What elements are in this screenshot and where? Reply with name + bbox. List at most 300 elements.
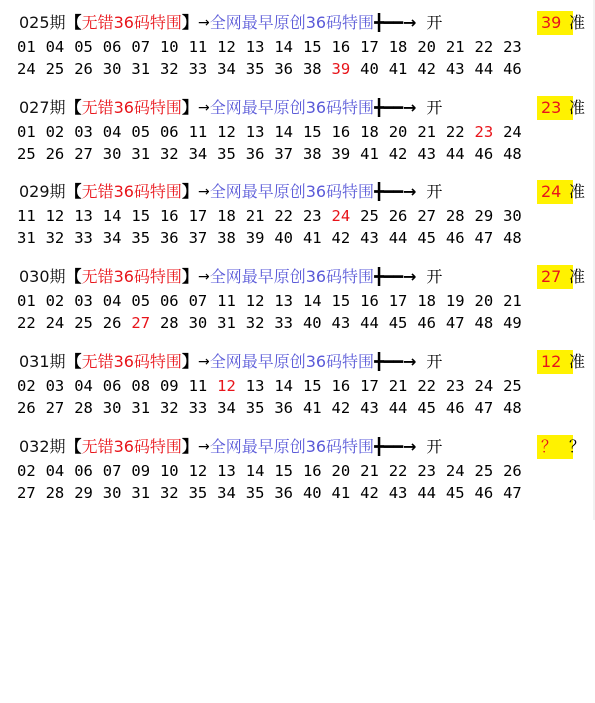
number-cell: 11 bbox=[17, 207, 36, 225]
number-cell: 46 bbox=[445, 399, 465, 417]
number-cell: 46 bbox=[503, 60, 522, 78]
issue-block bbox=[0, 10, 590, 82]
answer-badge: 27 bbox=[537, 265, 573, 289]
answer-badge: 23 bbox=[537, 96, 573, 120]
number-cell: 14 bbox=[274, 123, 294, 141]
number-cell: 14 bbox=[245, 462, 265, 480]
number-cell: 04 bbox=[74, 377, 93, 395]
number-cell: 26 bbox=[102, 314, 122, 332]
number-cell: 13 bbox=[245, 38, 265, 56]
bracket-open: 【 bbox=[65, 98, 82, 117]
number-cell: 45 bbox=[445, 484, 465, 502]
number-cell: 01 bbox=[17, 292, 36, 310]
number-cell: 32 bbox=[159, 484, 179, 502]
number-cell: 39 bbox=[331, 145, 351, 163]
number-cell: 26 bbox=[503, 462, 522, 480]
number-cell: 48 bbox=[503, 145, 522, 163]
number-cell: 12 bbox=[245, 292, 265, 310]
number-cell: 04 bbox=[102, 123, 122, 141]
number-cell: 35 bbox=[217, 145, 236, 163]
number-cell: 10 bbox=[159, 38, 179, 56]
number-cell: 16 bbox=[331, 38, 351, 56]
title-blue: 全网最早原创36码特围 bbox=[209, 182, 375, 201]
number-cell: 22 bbox=[274, 207, 294, 225]
number-cell: 31 bbox=[17, 229, 36, 247]
number-cell: 12 bbox=[217, 377, 236, 395]
issue-block bbox=[0, 95, 590, 167]
number-cell: 36 bbox=[274, 60, 294, 78]
number-cell: 39 bbox=[245, 229, 265, 247]
number-cell: 30 bbox=[102, 145, 122, 163]
number-cell: 27 bbox=[45, 399, 65, 417]
bracket-close: 】 bbox=[181, 267, 198, 286]
number-cell: 48 bbox=[503, 399, 522, 417]
number-cell: 38 bbox=[302, 145, 322, 163]
number-cell: 01 bbox=[17, 38, 36, 56]
number-row bbox=[17, 290, 532, 312]
number-cell: 12 bbox=[45, 207, 65, 225]
number-cell: 48 bbox=[503, 229, 522, 247]
number-cell: 23 bbox=[445, 377, 465, 395]
number-cell: 24 bbox=[445, 462, 465, 480]
number-cell: 34 bbox=[188, 145, 208, 163]
number-cell: 24 bbox=[474, 377, 494, 395]
number-cell: 42 bbox=[417, 60, 436, 78]
big-arrow-icon: ╋━━→ bbox=[374, 352, 417, 371]
number-cell: 02 bbox=[17, 462, 36, 480]
issue-number: 030期 bbox=[19, 267, 66, 286]
number-cell: 14 bbox=[274, 377, 294, 395]
number-cell: 21 bbox=[417, 123, 436, 141]
number-cell: 44 bbox=[474, 60, 494, 78]
number-cell: 03 bbox=[45, 377, 65, 395]
number-cell: 05 bbox=[131, 292, 151, 310]
big-arrow-icon: ╋━━→ bbox=[374, 98, 417, 117]
number-cell: 35 bbox=[245, 484, 265, 502]
number-cell: 15 bbox=[274, 462, 294, 480]
number-cell: 15 bbox=[302, 377, 322, 395]
number-cell: 45 bbox=[417, 399, 436, 417]
number-cell: 05 bbox=[74, 38, 93, 56]
number-cell: 16 bbox=[302, 462, 322, 480]
number-cell: 48 bbox=[474, 314, 494, 332]
number-row bbox=[17, 460, 532, 482]
number-cell: 49 bbox=[503, 314, 522, 332]
number-cell: 41 bbox=[302, 399, 322, 417]
issue-block bbox=[0, 434, 590, 506]
number-cell: 14 bbox=[302, 292, 322, 310]
number-cell: 27 bbox=[131, 314, 151, 332]
number-cell: 32 bbox=[159, 145, 179, 163]
number-cell: 25 bbox=[474, 462, 494, 480]
number-cell: 34 bbox=[102, 229, 122, 247]
number-cell: 17 bbox=[188, 207, 208, 225]
title-red: 无错36码特围 bbox=[81, 437, 182, 456]
number-cell: 17 bbox=[360, 377, 379, 395]
number-cell: 05 bbox=[131, 123, 151, 141]
open-label: 开 bbox=[426, 267, 443, 286]
number-cell: 21 bbox=[388, 377, 408, 395]
title-blue: 全网最早原创36码特围 bbox=[209, 267, 375, 286]
bracket-close: 】 bbox=[181, 98, 198, 117]
open-label: 开 bbox=[426, 182, 443, 201]
issue-number: 027期 bbox=[19, 98, 66, 117]
bracket-close: 】 bbox=[181, 437, 198, 456]
number-cell: 18 bbox=[360, 123, 379, 141]
number-cell: 22 bbox=[474, 38, 494, 56]
number-cell: 31 bbox=[131, 399, 151, 417]
number-cell: 34 bbox=[217, 399, 236, 417]
number-row bbox=[17, 312, 532, 334]
number-cell: 23 bbox=[474, 123, 494, 141]
number-cell: 42 bbox=[331, 399, 351, 417]
number-cell: 44 bbox=[445, 145, 465, 163]
number-cell: 28 bbox=[45, 484, 65, 502]
number-cell: 27 bbox=[17, 484, 36, 502]
number-cell: 35 bbox=[245, 399, 265, 417]
bracket-close: 】 bbox=[181, 182, 198, 201]
number-row bbox=[17, 58, 532, 80]
number-cell: 07 bbox=[102, 462, 122, 480]
number-cell: 02 bbox=[45, 123, 65, 141]
number-cell: 11 bbox=[188, 377, 208, 395]
answer-badge: 39 bbox=[537, 11, 573, 35]
open-label: 开 bbox=[426, 352, 443, 371]
number-cell: 17 bbox=[388, 292, 408, 310]
number-cell: 30 bbox=[102, 399, 122, 417]
number-cell: 22 bbox=[17, 314, 36, 332]
number-cell: 44 bbox=[360, 314, 379, 332]
number-cell: 34 bbox=[217, 60, 236, 78]
number-cell: 13 bbox=[74, 207, 93, 225]
number-cell: 29 bbox=[474, 207, 494, 225]
number-cell: 12 bbox=[188, 462, 208, 480]
number-cell: 29 bbox=[74, 484, 93, 502]
number-cell: 39 bbox=[331, 60, 351, 78]
number-cell: 30 bbox=[503, 207, 522, 225]
issue-header bbox=[19, 434, 442, 460]
number-cell: 31 bbox=[217, 314, 236, 332]
number-cell: 44 bbox=[388, 399, 408, 417]
number-row bbox=[17, 227, 532, 249]
number-cell: 41 bbox=[388, 60, 408, 78]
number-cell: 33 bbox=[188, 399, 208, 417]
number-cell: 16 bbox=[331, 123, 351, 141]
number-cell: 21 bbox=[245, 207, 265, 225]
issue-number: 025期 bbox=[19, 13, 66, 32]
number-cell: 18 bbox=[217, 207, 236, 225]
number-cell: 32 bbox=[45, 229, 65, 247]
number-cell: 28 bbox=[74, 399, 93, 417]
number-cell: 04 bbox=[45, 38, 65, 56]
number-cell: 35 bbox=[131, 229, 151, 247]
number-cell: 16 bbox=[159, 207, 179, 225]
number-cell: 46 bbox=[417, 314, 436, 332]
number-cell: 27 bbox=[417, 207, 436, 225]
number-cell: 36 bbox=[159, 229, 179, 247]
bracket-open: 【 bbox=[65, 352, 82, 371]
number-cell: 36 bbox=[274, 399, 294, 417]
number-cell: 16 bbox=[331, 377, 351, 395]
number-cell: 40 bbox=[302, 314, 322, 332]
number-cell: 06 bbox=[102, 38, 122, 56]
issue-header bbox=[19, 10, 442, 36]
number-cell: 07 bbox=[188, 292, 208, 310]
number-cell: 12 bbox=[217, 123, 236, 141]
number-cell: 06 bbox=[159, 292, 179, 310]
issue-block bbox=[0, 264, 590, 336]
title-red: 无错36码特围 bbox=[81, 98, 182, 117]
number-row bbox=[17, 482, 532, 504]
number-cell: 03 bbox=[74, 123, 93, 141]
number-cell: 42 bbox=[388, 145, 408, 163]
big-arrow-icon: ╋━━→ bbox=[374, 437, 417, 456]
number-cell: 11 bbox=[188, 123, 208, 141]
number-cell: 33 bbox=[74, 229, 93, 247]
number-cell: 25 bbox=[503, 377, 522, 395]
number-cell: 33 bbox=[274, 314, 294, 332]
number-cell: 31 bbox=[131, 145, 151, 163]
big-arrow-icon: ╋━━→ bbox=[374, 182, 417, 201]
number-cell: 46 bbox=[445, 229, 465, 247]
number-cell: 04 bbox=[102, 292, 122, 310]
bracket-close: 】 bbox=[181, 352, 198, 371]
number-cell: 36 bbox=[245, 145, 265, 163]
issue-header bbox=[19, 95, 442, 121]
number-cell: 07 bbox=[131, 38, 151, 56]
number-cell: 18 bbox=[417, 292, 436, 310]
number-row bbox=[17, 205, 532, 227]
number-cell: 13 bbox=[245, 123, 265, 141]
number-cell: 45 bbox=[388, 314, 408, 332]
number-cell: 47 bbox=[474, 229, 494, 247]
answer-badge: ？ bbox=[537, 435, 573, 459]
title-red: 无错36码特围 bbox=[81, 182, 182, 201]
number-cell: 14 bbox=[274, 38, 294, 56]
arrow-icon: → bbox=[197, 439, 210, 455]
number-cell: 06 bbox=[159, 123, 179, 141]
number-cell: 21 bbox=[503, 292, 522, 310]
bracket-open: 【 bbox=[65, 267, 82, 286]
number-cell: 43 bbox=[388, 484, 408, 502]
title-red: 无错36码特围 bbox=[81, 267, 182, 286]
answer-badge: 24 bbox=[537, 180, 573, 204]
issue-number: 031期 bbox=[19, 352, 66, 371]
number-cell: 22 bbox=[445, 123, 465, 141]
number-cell: 24 bbox=[17, 60, 36, 78]
number-cell: 46 bbox=[474, 145, 494, 163]
number-cell: 24 bbox=[45, 314, 65, 332]
title-red: 无错36码特围 bbox=[81, 352, 182, 371]
bracket-open: 【 bbox=[65, 13, 82, 32]
arrow-icon: → bbox=[197, 184, 210, 200]
number-cell: 23 bbox=[503, 38, 522, 56]
arrow-icon: → bbox=[197, 100, 210, 116]
number-cell: 33 bbox=[188, 60, 208, 78]
number-cell: 26 bbox=[74, 60, 93, 78]
number-cell: 47 bbox=[474, 399, 494, 417]
number-cell: 40 bbox=[360, 60, 379, 78]
number-cell: 01 bbox=[17, 123, 36, 141]
number-cell: 47 bbox=[503, 484, 522, 502]
open-label: 开 bbox=[426, 437, 443, 456]
number-cell: 37 bbox=[274, 145, 294, 163]
number-cell: 43 bbox=[360, 399, 379, 417]
number-cell: 02 bbox=[17, 377, 36, 395]
number-cell: 15 bbox=[131, 207, 151, 225]
number-cell: 20 bbox=[474, 292, 494, 310]
number-cell: 13 bbox=[245, 377, 265, 395]
number-cell: 17 bbox=[360, 38, 379, 56]
number-cell: 45 bbox=[417, 229, 436, 247]
arrow-icon: → bbox=[197, 269, 210, 285]
number-cell: 40 bbox=[274, 229, 294, 247]
number-cell: 22 bbox=[417, 377, 436, 395]
open-label: 开 bbox=[426, 13, 443, 32]
number-cell: 26 bbox=[388, 207, 408, 225]
number-cell: 04 bbox=[45, 462, 65, 480]
number-cell: 13 bbox=[274, 292, 294, 310]
number-cell: 25 bbox=[360, 207, 379, 225]
number-row bbox=[17, 36, 532, 58]
number-cell: 20 bbox=[331, 462, 351, 480]
number-cell: 20 bbox=[417, 38, 436, 56]
number-row bbox=[17, 397, 532, 419]
number-cell: 30 bbox=[188, 314, 208, 332]
zhun-label: 准 bbox=[569, 182, 586, 201]
number-cell: 15 bbox=[302, 38, 322, 56]
number-cell: 19 bbox=[445, 292, 465, 310]
number-cell: 16 bbox=[360, 292, 379, 310]
number-cell: 12 bbox=[217, 38, 236, 56]
number-cell: 37 bbox=[188, 229, 208, 247]
number-cell: 21 bbox=[360, 462, 379, 480]
title-red: 无错36码特围 bbox=[81, 13, 182, 32]
number-cell: 21 bbox=[445, 38, 465, 56]
bracket-open: 【 bbox=[65, 437, 82, 456]
number-cell: 46 bbox=[474, 484, 494, 502]
number-cell: 32 bbox=[245, 314, 265, 332]
zhun-label: ？ bbox=[569, 437, 586, 456]
number-cell: 23 bbox=[302, 207, 322, 225]
issue-number: 032期 bbox=[19, 437, 66, 456]
title-blue: 全网最早原创36码特围 bbox=[209, 352, 375, 371]
zhun-label: 准 bbox=[569, 267, 586, 286]
number-cell: 32 bbox=[159, 399, 179, 417]
number-cell: 20 bbox=[388, 123, 408, 141]
issue-block bbox=[0, 179, 590, 251]
number-cell: 36 bbox=[274, 484, 294, 502]
number-cell: 41 bbox=[331, 484, 351, 502]
number-cell: 27 bbox=[74, 145, 93, 163]
number-cell: 41 bbox=[302, 229, 322, 247]
number-cell: 09 bbox=[131, 462, 151, 480]
number-cell: 26 bbox=[45, 145, 65, 163]
number-row bbox=[17, 121, 532, 143]
zhun-label: 准 bbox=[569, 98, 586, 117]
number-cell: 15 bbox=[302, 123, 322, 141]
number-cell: 11 bbox=[188, 38, 208, 56]
number-cell: 47 bbox=[445, 314, 465, 332]
number-cell: 40 bbox=[302, 484, 322, 502]
number-cell: 10 bbox=[159, 462, 179, 480]
number-cell: 02 bbox=[45, 292, 65, 310]
number-cell: 32 bbox=[159, 60, 179, 78]
number-cell: 26 bbox=[17, 399, 36, 417]
number-cell: 41 bbox=[360, 145, 379, 163]
bracket-open: 【 bbox=[65, 182, 82, 201]
number-row bbox=[17, 375, 532, 397]
number-cell: 38 bbox=[217, 229, 236, 247]
number-cell: 28 bbox=[445, 207, 465, 225]
number-cell: 34 bbox=[217, 484, 236, 502]
number-cell: 24 bbox=[331, 207, 351, 225]
number-cell: 43 bbox=[331, 314, 351, 332]
number-cell: 43 bbox=[417, 145, 436, 163]
number-cell: 28 bbox=[159, 314, 179, 332]
number-cell: 15 bbox=[331, 292, 351, 310]
number-cell: 42 bbox=[360, 484, 379, 502]
number-cell: 14 bbox=[102, 207, 122, 225]
number-cell: 30 bbox=[102, 484, 122, 502]
number-cell: 42 bbox=[331, 229, 351, 247]
answer-badge: 12 bbox=[537, 350, 573, 374]
number-cell: 44 bbox=[417, 484, 436, 502]
number-cell: 25 bbox=[17, 145, 36, 163]
big-arrow-icon: ╋━━→ bbox=[374, 267, 417, 286]
zhun-label: 准 bbox=[569, 352, 586, 371]
open-label: 开 bbox=[426, 98, 443, 117]
number-cell: 11 bbox=[217, 292, 236, 310]
number-cell: 23 bbox=[417, 462, 436, 480]
number-cell: 25 bbox=[45, 60, 65, 78]
number-cell: 18 bbox=[388, 38, 408, 56]
issue-block bbox=[0, 349, 590, 421]
arrow-icon: → bbox=[197, 15, 210, 31]
issue-header bbox=[19, 349, 442, 375]
number-cell: 31 bbox=[131, 484, 151, 502]
zhun-label: 准 bbox=[569, 13, 586, 32]
number-cell: 43 bbox=[445, 60, 465, 78]
issue-header bbox=[19, 179, 442, 205]
number-cell: 35 bbox=[245, 60, 265, 78]
arrow-icon: → bbox=[197, 354, 210, 370]
title-blue: 全网最早原创36码特围 bbox=[209, 437, 375, 456]
big-arrow-icon: ╋━━→ bbox=[374, 13, 417, 32]
number-cell: 06 bbox=[102, 377, 122, 395]
issue-number: 029期 bbox=[19, 182, 66, 201]
number-cell: 22 bbox=[388, 462, 408, 480]
number-cell: 06 bbox=[74, 462, 93, 480]
number-cell: 25 bbox=[74, 314, 93, 332]
number-cell: 30 bbox=[102, 60, 122, 78]
number-cell: 09 bbox=[159, 377, 179, 395]
number-cell: 13 bbox=[217, 462, 236, 480]
number-cell: 24 bbox=[503, 123, 522, 141]
number-cell: 35 bbox=[188, 484, 208, 502]
number-row bbox=[17, 143, 532, 165]
issue-header bbox=[19, 264, 442, 290]
number-cell: 44 bbox=[388, 229, 408, 247]
number-cell: 43 bbox=[360, 229, 379, 247]
number-cell: 03 bbox=[74, 292, 93, 310]
number-cell: 08 bbox=[131, 377, 151, 395]
number-cell: 38 bbox=[302, 60, 322, 78]
title-blue: 全网最早原创36码特围 bbox=[209, 13, 375, 32]
title-blue: 全网最早原创36码特围 bbox=[209, 98, 375, 117]
number-cell: 31 bbox=[131, 60, 151, 78]
bracket-close: 】 bbox=[181, 13, 198, 32]
